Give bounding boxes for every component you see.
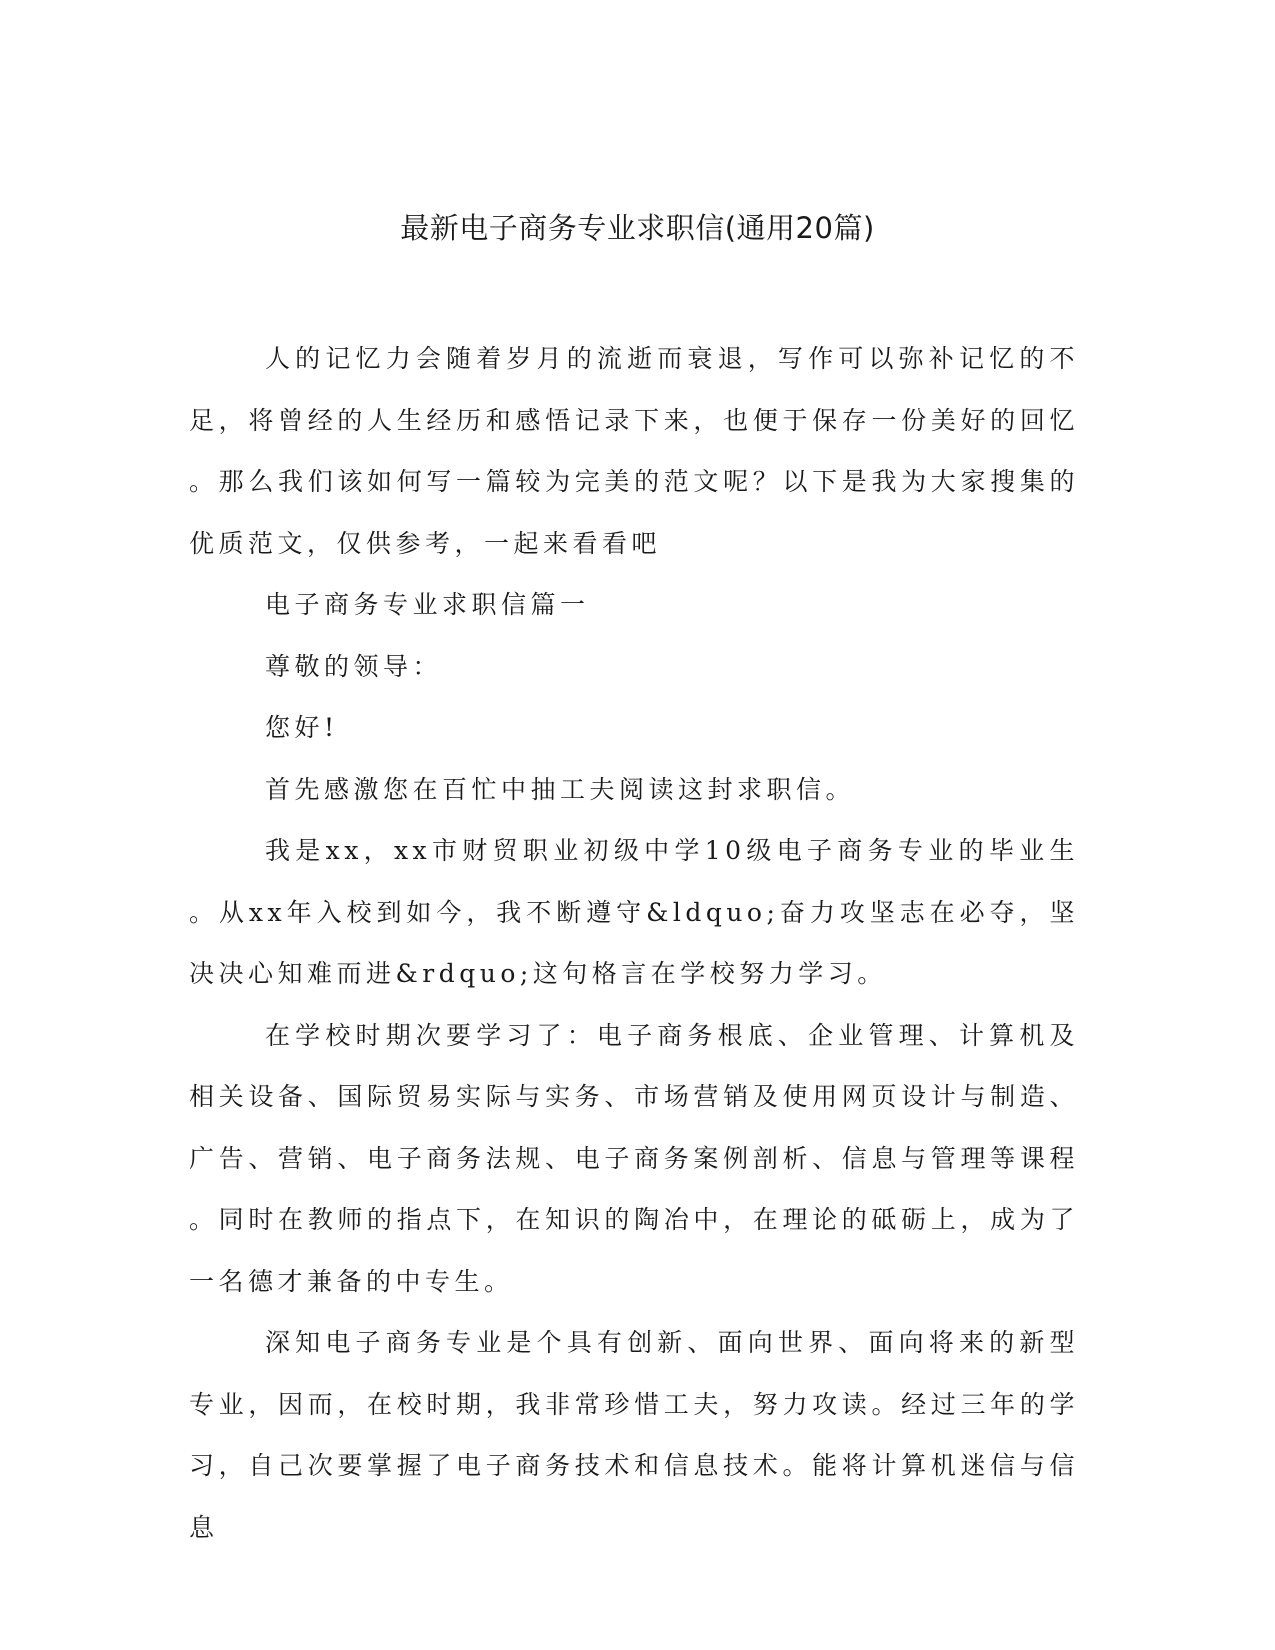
intro-paragraph: 人的记忆力会随着岁月的流逝而衰退，写作可以弥补记忆的不足，将曾经的人生经历和感悟记录下来，也便于保存一份美好的回忆。那么我们该如何写一篇较为完美的范文呢？以下是我为大家搜集的优质范文，仅供参考，一起来看看吧 — [189, 344, 1079, 558]
document-body — [189, 328, 1079, 1558]
body-paragraph: 在学校时期次要学习了：电子商务根底、企业管理、计算机及相关设备、国际贸易实际与实务、市场营销及使用网页设计与制造、广告、营销、电子商务法规、电子商务案例剖析、信息与管理等课程。同时在教师的指点下，在知识的陶冶中，在理论的砥砺上，成为了一名德才兼备的中专生。 — [189, 1020, 1079, 1296]
greeting: 您好! — [265, 713, 339, 742]
body-paragraph: 首先感激您在百忙中抽工夫阅读这封求职信。 — [265, 774, 856, 804]
body-paragraph: 我是xx，xx市财贸职业初级中学10级电子商务专业的毕业生。从xx年入校到如今，我不断遵守&ldquo;奋力攻坚志在必夺，坚决决心知难而进&rdquo;这句格言在学校努力学习。 — [189, 836, 1079, 988]
document-title: 最新电子商务专业求职信(通用20篇) — [400, 211, 875, 245]
section-heading: 电子商务专业求职信篇一 — [265, 590, 590, 619]
salutation: 尊敬的领导： — [265, 651, 443, 681]
body-paragraph: 深知电子商务专业是个具有创新、面向世界、面向将来的新型专业，因而，在校时期，我非常珍惜工夫，努力攻读。经过三年的学习，自己次要掌握了电子商务技术和信息技术。能将计算机迷信与信息 — [189, 1328, 1079, 1542]
